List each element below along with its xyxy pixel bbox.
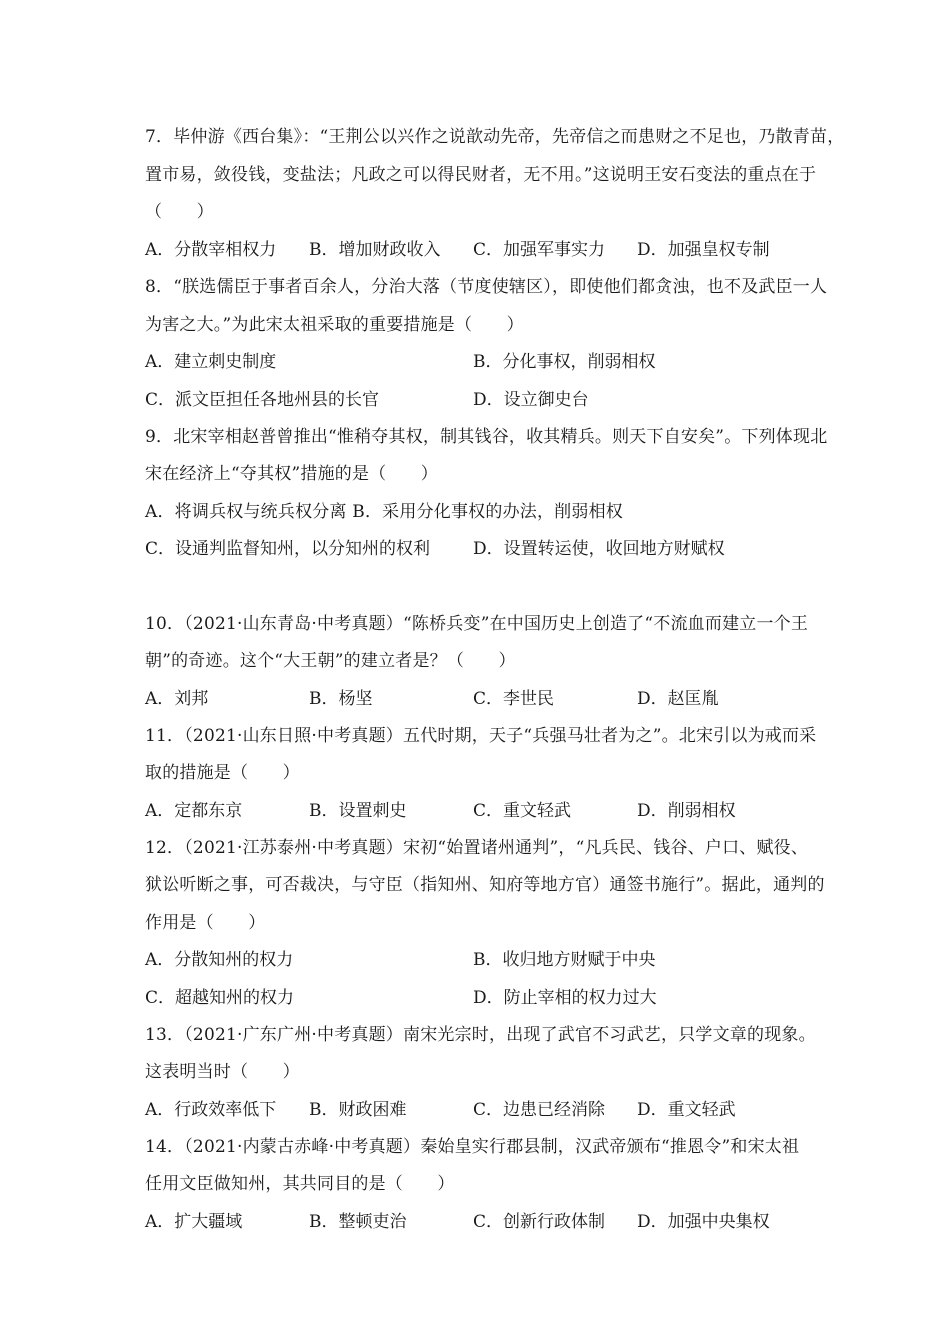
option-c: C．创新行政体制: [473, 1212, 606, 1232]
option-d: D．重文轻武: [637, 1100, 736, 1120]
question-text: 作用是（ ）: [145, 913, 266, 933]
question-text: 任用文臣做知州，其共同目的是（ ）: [145, 1174, 455, 1194]
option-b: B．杨坚: [309, 689, 373, 709]
option-b: B．财政困难: [309, 1100, 407, 1120]
question-text: 9．北宋宰相赵普曾推出“惟稍夺其权，制其钱谷，收其精兵。则天下自安矣”。下列体现北: [145, 427, 828, 447]
option-d: D．加强皇权专制: [637, 240, 770, 260]
option-a: A．建立刺史制度: [145, 352, 277, 372]
option-a: A．定都东京: [145, 801, 243, 821]
question-text: 14．（2021·内蒙古赤峰·中考真题）秦始皇实行郡县制，汉武帝颁布“推恩令”和宋太祖: [145, 1137, 800, 1157]
option-d: D．设置转运使，收回地方财赋权: [473, 539, 725, 559]
option-a: A．刘邦: [145, 689, 209, 709]
question-text: 取的措施是（ ）: [145, 763, 300, 783]
question-text: 朝”的奇迹。这个“大王朝”的建立者是？（ ）: [145, 651, 516, 671]
option-c: C．加强军事实力: [473, 240, 606, 260]
question-text: 12．（2021·江苏泰州·中考真题）宋初“始置诸州通判”，“凡兵民、钱谷、户口、赋役、: [145, 838, 809, 858]
option-a: A．分散宰相权力: [145, 240, 277, 260]
question-text: 置市易，敛役钱，变盐法；凡政之可以得民财者，无不用。”这说明王安石变法的重点在于: [145, 165, 817, 185]
question-text: （ ）: [145, 202, 214, 222]
option-b: B．增加财政收入: [309, 240, 441, 260]
option-d: D．赵匡胤: [637, 689, 719, 709]
question-text: 这表明当时（ ）: [145, 1062, 300, 1082]
option-b: B．收归地方财赋于中央: [473, 950, 656, 970]
option-d: D．设立御史台: [473, 390, 589, 410]
question-text: 狱讼听断之事，可否裁决，与守臣（指知州、知府等地方官）通签书施行”。据此，通判的: [145, 875, 825, 895]
question-text: 13．（2021·广东广州·中考真题）南宋光宗时，出现了武官不习武艺，只学文章的现象。: [145, 1025, 816, 1045]
option-c: C．边患已经消除: [473, 1100, 606, 1120]
option-c: C．超越知州的权力: [145, 988, 295, 1008]
option-b: B．分化事权，削弱相权: [473, 352, 656, 372]
option-c: C．重文轻武: [473, 801, 572, 821]
option-a: A．分散知州的权力: [145, 950, 294, 970]
options-ab: A．将调兵权与统兵权分离 B．采用分化事权的办法，削弱相权: [145, 502, 623, 522]
option-c: C．设通判监督知州，以分知州的权利: [145, 539, 431, 559]
option-b: B．整顿吏治: [309, 1212, 407, 1232]
option-a: A．行政效率低下: [145, 1100, 277, 1120]
question-text: 10．（2021·山东青岛·中考真题）“陈桥兵变”在中国历史上创造了“不流血而建立一个王: [145, 614, 809, 634]
option-b: B．设置刺史: [309, 801, 407, 821]
option-d: D．防止宰相的权力过大: [473, 988, 657, 1008]
option-d: D．加强中央集权: [637, 1212, 770, 1232]
question-text: 7．毕仲游《西台集》：“王荆公以兴作之说歆动先帝，先帝信之而患财之不足也，乃散青苗，: [145, 127, 845, 147]
option-a: A．扩大疆域: [145, 1212, 243, 1232]
question-text: 11．（2021·山东日照·中考真题）五代时期，天子“兵强马壮者为之”。北宋引以为戒而采: [145, 726, 817, 746]
question-text: 宋在经济上“夺其权”措施的是（ ）: [145, 464, 438, 484]
option-c: C．李世民: [473, 689, 555, 709]
question-text: 8．“朕选儒臣于事者百余人，分治大落（节度使辖区），即使他们都贪浊，也不及武臣一人: [145, 277, 828, 297]
option-c: C．派文臣担任各地州县的长官: [145, 390, 380, 410]
option-d: D．削弱相权: [637, 801, 736, 821]
question-text: 为害之大。”为此宋太祖采取的重要措施是（ ）: [145, 315, 524, 335]
